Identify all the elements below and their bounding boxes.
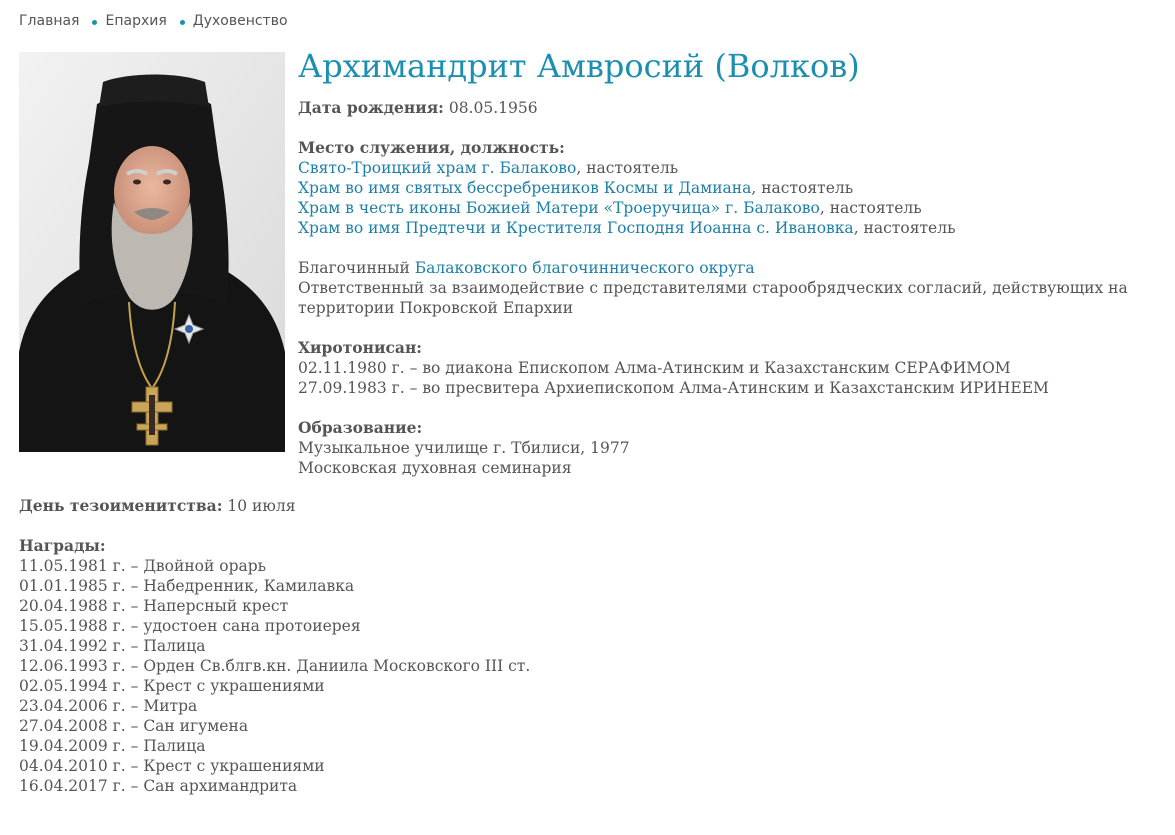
breadcrumb-separator-dot (180, 20, 185, 25)
birth-date-value: 08.05.1956 (448, 99, 538, 117)
breadcrumb-separator-dot (92, 20, 97, 25)
nameday-label: День тезоименитства: (19, 496, 223, 515)
ordination-item: 27.09.1983 г. – во пресвитера Архиепископом Алма-Атинским и Казахстанским ИРИНЕЕМ (298, 379, 1049, 397)
breadcrumb-diocese-link[interactable]: Епархия (105, 13, 167, 29)
breadcrumb-clergy-link[interactable]: Духовенство (192, 13, 288, 29)
ordination-item: 02.11.1980 г. – во диакона Епископом Алма-Атинским и Казахстанским СЕРАФИМОМ (298, 359, 1011, 377)
service-role: , настоятель (751, 179, 854, 197)
award-item: 23.04.2006 г. – Митра (19, 697, 198, 715)
nameday-row (19, 496, 919, 516)
award-item: 27.04.2008 г. – Сан игумена (19, 717, 249, 735)
ordination-label: Хиротонисан: (298, 338, 423, 357)
birth-date-label: Дата рождения: (298, 98, 444, 117)
portrait-illustration (19, 52, 285, 452)
service-item (298, 218, 1158, 238)
deanery-link[interactable]: Балаковского благочиннического округа (414, 259, 755, 277)
dean-prefix: Благочинный (298, 259, 415, 277)
award-item: 20.04.1988 г. – Наперсный крест (19, 597, 289, 615)
education-item: Музыкальное училище г. Тбилиси, 1977 (298, 439, 630, 457)
service-church-link[interactable]: Храм в честь иконы Божией Матери «Троеручица» г. Балаково (298, 199, 820, 217)
awards-label: Награды: (19, 536, 106, 555)
responsibility-text: Ответственный за взаимодействие с представителями старообрядческих согласий, действующих на территории Покровской Епархии (298, 279, 1128, 317)
service-role: , настоятель (853, 219, 956, 237)
breadcrumb-home-link[interactable]: Главная (19, 13, 80, 29)
profile-content (298, 44, 1158, 478)
education-item: Московская духовная семинария (298, 459, 572, 477)
award-item: 01.01.1985 г. – Набедренник, Камилавка (19, 577, 355, 595)
nameday-value: 10 июля (227, 497, 296, 515)
education-label: Образование: (298, 418, 423, 437)
award-item: 31.04.1992 г. – Палица (19, 637, 206, 655)
birth-date-row (298, 98, 1158, 118)
service-church-link[interactable]: Свято-Троицкий храм г. Балаково (298, 159, 577, 177)
award-item: 04.04.2010 г. – Крест с украшениями (19, 757, 325, 775)
profile-lower-section (19, 496, 919, 796)
service-item (298, 198, 1158, 218)
award-item: 02.05.1994 г. – Крест с украшениями (19, 677, 325, 695)
service-item (298, 158, 1158, 178)
service-role: , настоятель (819, 199, 922, 217)
page-title: Архимандрит Амвросий (Волков) (298, 47, 860, 85)
service-label: Место служения, должность: (298, 138, 565, 157)
service-church-link[interactable]: Храм во имя святых бессребреников Космы и Дамиана (298, 179, 752, 197)
service-role: , настоятель (576, 159, 679, 177)
service-item (298, 178, 1158, 198)
clergy-portrait-photo (19, 52, 285, 452)
breadcrumb (19, 13, 288, 29)
service-church-link[interactable]: Храм во имя Предтечи и Крестителя Господня Иоанна с. Ивановка (298, 219, 854, 237)
award-item: 16.04.2017 г. – Сан архимандрита (19, 777, 298, 795)
award-item: 15.05.1988 г. – удостоен сана протоиерея (19, 617, 361, 635)
award-item: 19.04.2009 г. – Палица (19, 737, 206, 755)
award-item: 11.05.1981 г. – Двойной орарь (19, 557, 267, 575)
dean-row (298, 258, 1158, 278)
award-item: 12.06.1993 г. – Орден Св.блгв.кн. Даниила Московского III ст. (19, 657, 531, 675)
